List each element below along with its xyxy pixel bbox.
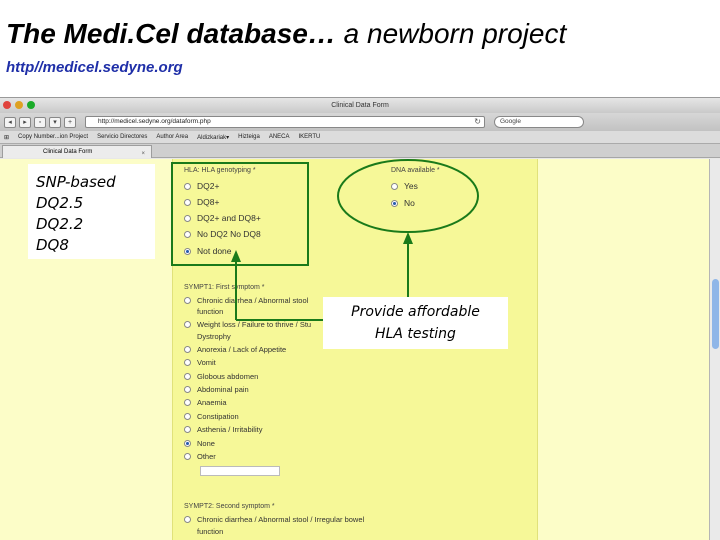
search-input[interactable] (494, 116, 584, 128)
bookmarks-icon[interactable]: ▾ (49, 117, 61, 128)
option-label: Asthenia / Irritability (197, 425, 263, 434)
tab-clinical-data-form[interactable] (2, 145, 152, 158)
bookmarks-bar (0, 131, 720, 144)
close-window-button[interactable] (3, 101, 11, 109)
option-label: No DQ2 No DQ8 (197, 229, 261, 239)
vertical-scrollbar[interactable] (709, 159, 720, 540)
option-label: Abdominal pain (197, 385, 249, 394)
afford-line: Provide affordable (351, 304, 480, 320)
address-text: http://medicel.sedyne.org/dataform.php (98, 118, 211, 125)
bookmark-hizteiga[interactable]: Hizteiga (238, 134, 260, 140)
option-label: Globous abdomen (197, 372, 259, 381)
radio-icon[interactable] (184, 321, 191, 328)
option-label: Chronic diarrhea / Abnormal stool (197, 296, 309, 305)
window-title: Clinical Data Form (331, 102, 389, 109)
sympt1-option[interactable] (184, 296, 308, 305)
bookmark-aneca[interactable]: ANECA (268, 134, 290, 140)
zoom-window-button[interactable] (27, 101, 35, 109)
option-label: DQ2+ (197, 181, 220, 191)
option-label: Anaemia (197, 398, 227, 407)
radio-icon[interactable] (184, 426, 191, 433)
minimize-window-button[interactable] (15, 101, 23, 109)
sympt1-option[interactable] (184, 452, 216, 461)
bookmark-servicio[interactable]: Servicio Directores (97, 134, 148, 140)
snp-line: DQ8 (36, 236, 69, 254)
radio-selected-icon[interactable] (184, 248, 191, 255)
sympt1-option[interactable] (184, 358, 216, 367)
add-bookmark-button[interactable]: + (64, 117, 76, 128)
sympt1-option[interactable] (184, 372, 258, 381)
radio-selected-icon[interactable] (184, 440, 191, 447)
address-bar[interactable] (85, 116, 485, 128)
option-label: No (404, 198, 415, 208)
radio-icon[interactable] (184, 199, 191, 206)
snp-line: DQ2.2 (36, 215, 84, 233)
option-label: DQ8+ (197, 197, 220, 207)
sympt1-option-selected[interactable] (184, 439, 215, 448)
reading-list-icon[interactable]: ⊞ (4, 134, 10, 141)
radio-icon[interactable] (184, 413, 191, 420)
hla-option-none[interactable] (184, 229, 261, 239)
option-label: Yes (404, 181, 418, 191)
sympt2-label: SYMPT2: Second symptom * (184, 503, 275, 510)
radio-icon[interactable] (184, 297, 191, 304)
radio-icon[interactable] (184, 346, 191, 353)
option-label: Anorexia / Lack of Appetite (197, 345, 287, 354)
sympt1-option[interactable] (184, 385, 249, 394)
afford-line: HLA testing (375, 326, 456, 342)
radio-icon[interactable] (184, 359, 191, 366)
hla-option-dq2-dq8[interactable] (184, 213, 261, 223)
radio-icon[interactable] (184, 373, 191, 380)
radio-icon[interactable] (184, 183, 191, 190)
affordable-hla-callout (323, 297, 508, 349)
slide-url: http//medicel.sedyne.org (6, 59, 183, 76)
radio-icon[interactable] (391, 183, 398, 190)
slide-title-rest: a newborn project (335, 18, 567, 49)
option-label: Other (197, 452, 216, 461)
radio-icon[interactable] (184, 386, 191, 393)
radio-selected-icon[interactable] (391, 200, 398, 207)
refresh-icon[interactable]: ↻ (474, 117, 481, 126)
option-label: Chronic diarrhea / Abnormal stool / Irregular bowel (197, 515, 365, 524)
option-label: Dystrophy (197, 332, 231, 341)
search-placeholder: Google (500, 118, 521, 125)
window-titlebar (0, 98, 720, 113)
option-label: Not done (197, 246, 232, 256)
sympt1-option[interactable] (184, 412, 239, 421)
sympt2-option[interactable] (184, 515, 364, 524)
hla-option-not-done[interactable] (184, 246, 232, 256)
option-label: Weight loss / Failure to thrive / Stu (197, 320, 312, 329)
scrollbar-thumb[interactable] (712, 279, 719, 349)
hla-label: HLA: HLA genotyping * (184, 167, 256, 174)
sympt1-option-cont (197, 332, 231, 341)
snp-line: DQ2.5 (36, 194, 84, 212)
sympt1-option[interactable] (184, 398, 227, 407)
sympt2-option-cont (197, 527, 223, 536)
slide-title-bold: The Medi.Cel database… (6, 18, 336, 49)
radio-icon[interactable] (184, 399, 191, 406)
new-tab-icon[interactable]: ▫ (34, 117, 46, 128)
bookmark-copy-number[interactable]: Copy Number...ion Project (18, 134, 89, 140)
option-label: Vomit (197, 358, 216, 367)
radio-icon[interactable] (184, 215, 191, 222)
snp-callout (28, 164, 155, 259)
sympt1-option[interactable] (184, 320, 311, 329)
close-tab-icon[interactable]: × (141, 151, 145, 157)
bookmark-ikertu[interactable]: IKERTU (298, 134, 321, 140)
sympt1-option[interactable] (184, 425, 262, 434)
option-label: function (197, 307, 224, 316)
option-label: DQ2+ and DQ8+ (197, 213, 261, 223)
sympt1-label: SYMPT1: First symptom * (184, 284, 265, 291)
hla-option-dq8[interactable] (184, 197, 219, 207)
option-label: Constipation (197, 412, 239, 421)
tab-bar (0, 144, 720, 158)
bookmark-author-area[interactable]: Author Area (156, 134, 189, 140)
option-label: None (197, 439, 215, 448)
dna-label: DNA available * (391, 167, 440, 174)
back-button[interactable]: ◂ (4, 117, 16, 128)
forward-button[interactable]: ▸ (19, 117, 31, 128)
browser-toolbar (0, 113, 720, 131)
sympt1-option[interactable] (184, 345, 286, 354)
dna-option-no[interactable] (391, 198, 415, 208)
bookmark-aldizkariak[interactable]: Aldizkariak▾ (197, 134, 230, 141)
sympt1-option-cont (197, 307, 223, 316)
other-symptom-input[interactable] (200, 466, 280, 476)
radio-icon[interactable] (184, 453, 191, 460)
slide-title (6, 18, 566, 50)
tab-label: Clinical Data Form (43, 149, 93, 155)
option-label: function (197, 527, 224, 536)
hla-option-dq2[interactable] (184, 181, 219, 191)
window-controls (3, 101, 35, 109)
dna-option-yes[interactable] (391, 181, 418, 191)
radio-icon[interactable] (184, 516, 191, 523)
snp-line: SNP-based (36, 173, 116, 191)
radio-icon[interactable] (184, 231, 191, 238)
